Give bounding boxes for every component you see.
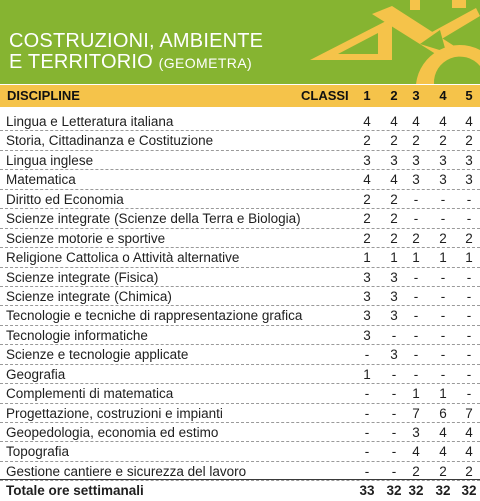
- protractor-icon: [416, 45, 480, 84]
- hours-year-4: 2: [439, 463, 447, 479]
- discipline-name: Lingua inglese: [6, 152, 94, 168]
- hours-year-5: -: [466, 288, 472, 304]
- hours-year-4: 3: [439, 152, 447, 168]
- hours-year-2: 2: [390, 211, 398, 227]
- hours-year-3: 2: [412, 133, 420, 149]
- hours-year-1: -: [364, 463, 370, 479]
- hours-year-1: 3: [363, 308, 371, 324]
- total-hours-year-1: 33: [359, 483, 375, 499]
- hours-year-5: 7: [465, 405, 473, 421]
- table-row: [0, 442, 480, 461]
- hours-year-3: -: [413, 191, 419, 207]
- hours-year-1: 2: [363, 191, 371, 207]
- hours-year-2: 4: [390, 172, 398, 188]
- hours-year-5: 4: [465, 425, 473, 440]
- hours-year-3: 1: [412, 250, 420, 266]
- hours-year-4: 2: [439, 133, 447, 149]
- hours-year-4: -: [440, 269, 446, 285]
- table-row: [0, 268, 480, 287]
- hours-year-2: -: [391, 386, 397, 402]
- hours-year-3: 1: [412, 386, 420, 402]
- hours-year-5: -: [466, 269, 472, 285]
- hours-year-2: 2: [390, 230, 398, 246]
- hours-year-5: 3: [465, 152, 473, 168]
- hours-year-2: -: [391, 463, 397, 479]
- column-header-year-4: 4: [439, 88, 447, 103]
- table-row: [0, 384, 480, 403]
- hours-year-4: -: [440, 347, 446, 363]
- hours-year-1: -: [364, 425, 370, 440]
- hours-year-4: -: [440, 308, 446, 324]
- discipline-name: Complementi di matematica: [6, 386, 174, 402]
- column-header-year-1: 1: [363, 88, 371, 103]
- discipline-name: Scienze integrate (Scienze della Terra e Biologia): [6, 211, 301, 227]
- hours-year-4: 4: [439, 425, 447, 440]
- hours-year-2: 3: [390, 288, 398, 304]
- title-line-2: E TERRITORIO (GEOMETRA): [9, 51, 253, 73]
- hours-year-1: 1: [363, 250, 371, 266]
- total-hours-year-2: 32: [386, 483, 402, 499]
- hours-year-1: 4: [363, 172, 371, 188]
- column-header-discipline: DISCIPLINE: [7, 88, 80, 103]
- hours-year-3: -: [413, 366, 419, 382]
- hours-year-5: -: [466, 327, 472, 343]
- hours-year-2: 2: [390, 191, 398, 207]
- discipline-name: Geopedologia, economia ed estimo: [6, 425, 219, 440]
- hours-year-5: -: [466, 308, 472, 324]
- hours-year-5: -: [466, 191, 472, 207]
- hours-year-5: 4: [465, 114, 473, 129]
- table-row: [0, 209, 480, 228]
- hours-year-3: -: [413, 308, 419, 324]
- hours-year-1: 2: [363, 211, 371, 227]
- hours-year-1: 3: [363, 288, 371, 304]
- page-title: [9, 31, 263, 74]
- hours-year-1: 2: [363, 133, 371, 149]
- hours-year-2: -: [391, 425, 397, 440]
- discipline-name: Matematica: [6, 172, 76, 188]
- hours-year-1: 3: [363, 152, 371, 168]
- hours-year-3: -: [413, 211, 419, 227]
- hours-year-3: 3: [412, 172, 420, 188]
- hours-year-4: 1: [439, 250, 447, 266]
- total-label: Totale ore settimanali: [6, 483, 144, 499]
- table-row: [0, 326, 480, 345]
- hours-year-2: -: [391, 327, 397, 343]
- discipline-name: Scienze integrate (Chimica): [6, 288, 172, 304]
- hours-year-4: 2: [439, 230, 447, 246]
- total-row: [0, 481, 480, 500]
- table-row: [0, 404, 480, 423]
- hours-year-4: 3: [439, 172, 447, 188]
- hours-year-3: 7: [412, 405, 420, 421]
- table-row: [0, 345, 480, 364]
- hours-year-2: 3: [390, 347, 398, 363]
- hours-year-5: -: [466, 211, 472, 227]
- hours-year-2: 4: [390, 114, 398, 129]
- column-header-classi: CLASSI: [301, 88, 349, 103]
- set-square-icon: [310, 18, 392, 60]
- discipline-name: Progettazione, costruzioni e impianti: [6, 405, 223, 421]
- hours-year-4: 6: [439, 405, 447, 421]
- hours-year-1: -: [364, 347, 370, 363]
- discipline-name: Gestione cantiere e sicurezza del lavoro: [6, 463, 247, 479]
- discipline-name: Diritto ed Economia: [6, 191, 124, 207]
- table-row: [0, 229, 480, 248]
- hours-year-2: 3: [390, 308, 398, 324]
- table-row: [0, 131, 480, 150]
- column-header-year-5: 5: [465, 88, 473, 103]
- table-row: [0, 190, 480, 209]
- hours-year-3: -: [413, 269, 419, 285]
- discipline-name: Tecnologie e tecniche di rappresentazione grafica: [6, 308, 303, 324]
- discipline-name: Scienze e tecnologie applicate: [6, 347, 189, 363]
- header-banner: [0, 0, 480, 84]
- table-header: [0, 85, 480, 107]
- table-row: [0, 112, 480, 131]
- hours-year-3: 4: [412, 444, 420, 460]
- hours-year-4: -: [440, 211, 446, 227]
- table-row: [0, 365, 480, 384]
- hours-year-2: 3: [390, 269, 398, 285]
- hours-year-4: 4: [439, 444, 447, 460]
- total-hours-year-4: 32: [435, 483, 451, 499]
- hours-year-3: -: [413, 327, 419, 343]
- hours-year-2: -: [391, 444, 397, 460]
- hours-year-3: 2: [412, 463, 420, 479]
- table-row: [0, 287, 480, 306]
- hours-year-1: -: [364, 386, 370, 402]
- table-row: [0, 170, 480, 189]
- hours-year-1: -: [364, 444, 370, 460]
- hours-year-1: 2: [363, 230, 371, 246]
- total-divider: [0, 479, 480, 480]
- column-header-year-2: 2: [390, 88, 398, 103]
- hours-year-5: -: [466, 347, 472, 363]
- total-hours-year-3: 32: [408, 483, 424, 499]
- hours-year-2: -: [391, 366, 397, 382]
- hours-year-2: 1: [390, 250, 398, 266]
- hours-year-3: -: [413, 288, 419, 304]
- title-subtitle: (GEOMETRA): [158, 55, 253, 71]
- table-row: [0, 151, 480, 170]
- hours-year-4: -: [440, 327, 446, 343]
- hours-year-5: 2: [465, 230, 473, 246]
- table-row: [0, 248, 480, 267]
- hours-year-2: -: [391, 405, 397, 421]
- discipline-name: Tecnologie informatiche: [6, 327, 148, 343]
- discipline-name: Geografia: [6, 366, 66, 382]
- hours-year-1: 1: [363, 366, 371, 382]
- hours-year-5: 2: [465, 463, 473, 479]
- hours-year-3: -: [413, 347, 419, 363]
- hours-year-1: 3: [363, 327, 371, 343]
- hours-year-5: 1: [465, 250, 473, 266]
- discipline-name: Scienze integrate (Fisica): [6, 269, 159, 285]
- table-row: [0, 306, 480, 325]
- discipline-name: Storia, Cittadinanza e Costituzione: [6, 133, 214, 149]
- hours-year-3: 2: [412, 230, 420, 246]
- hours-year-3: 3: [412, 152, 420, 168]
- table-body: [0, 112, 480, 501]
- hours-year-1: 3: [363, 269, 371, 285]
- title-line-1: COSTRUZIONI, AMBIENTE: [9, 30, 264, 52]
- hours-year-3: 4: [412, 114, 420, 129]
- discipline-name: Topografia: [6, 444, 70, 460]
- table-row: [0, 423, 480, 442]
- hours-year-5: 3: [465, 172, 473, 188]
- hours-year-5: -: [466, 386, 472, 402]
- hours-year-5: 4: [465, 444, 473, 460]
- hours-year-1: -: [364, 405, 370, 421]
- total-hours-year-5: 32: [461, 483, 477, 499]
- hours-year-2: 2: [390, 133, 398, 149]
- discipline-name: Scienze motorie e sportive: [6, 230, 166, 246]
- hours-year-4: 1: [439, 386, 447, 402]
- hours-year-5: 2: [465, 133, 473, 149]
- hours-year-4: -: [440, 191, 446, 207]
- hours-year-1: 4: [363, 114, 371, 129]
- hours-year-4: -: [440, 288, 446, 304]
- hours-year-4: 4: [439, 114, 447, 129]
- hours-year-5: -: [466, 366, 472, 382]
- hours-year-3: 3: [412, 425, 420, 440]
- hours-year-2: 3: [390, 152, 398, 168]
- discipline-name: Religione Cattolica o Attività alternative: [6, 250, 240, 266]
- discipline-name: Lingua e Letteratura italiana: [6, 114, 174, 129]
- hours-year-4: -: [440, 366, 446, 382]
- column-header-year-3: 3: [412, 88, 420, 103]
